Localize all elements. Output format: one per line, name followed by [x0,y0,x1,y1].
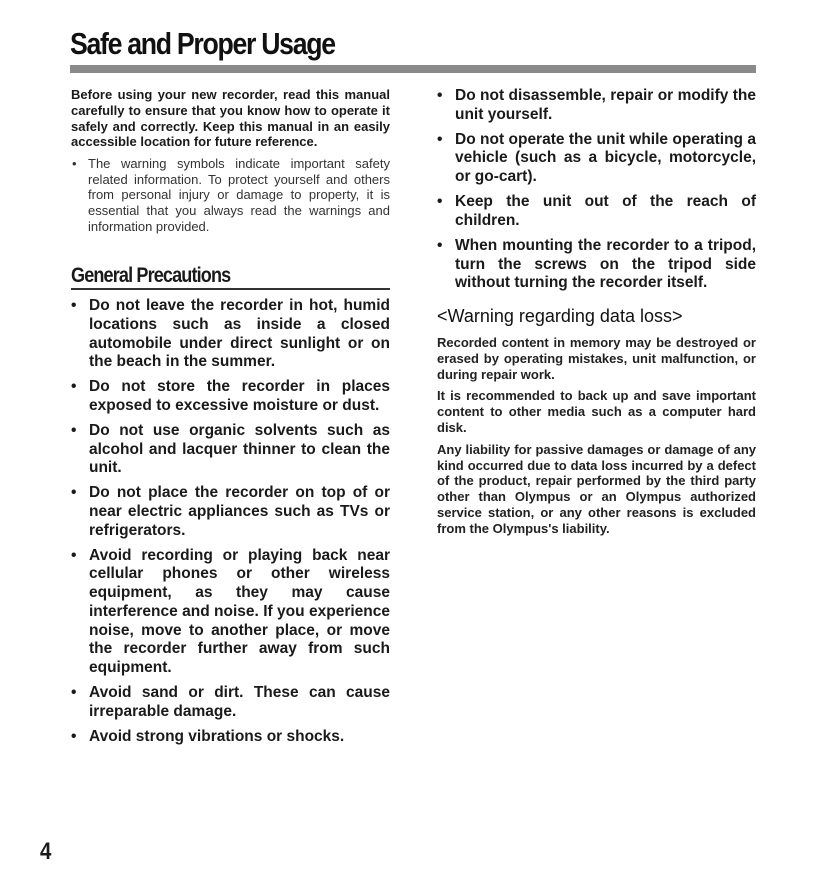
section-rule [71,288,390,290]
list-item [71,422,390,478]
safety-list [437,87,756,293]
bullet-dot: • [71,297,77,315]
section-heading-general-precautions: General Precautions [71,264,231,288]
left-column [71,87,390,753]
bullet-dot: • [437,236,443,254]
bullet-dot: • [71,421,77,439]
data-loss-paragraph: It is recommended to back up and save important content to other media such as a computer hard disk. [437,388,756,435]
list-item-text: Do not leave the recorder in hot, humid locations such as inside a closed automobile under direct sunlight or on the beach in the summer. [89,297,390,371]
bullet-dot: • [71,546,77,564]
list-item-text: When mounting the recorder to a tripod, turn the screws on the tripod side without turning the recorder itself. [455,236,756,292]
list-item [71,728,390,747]
intro-note-text: The warning symbols indicate important safety related information. To protect yourself and others from personal injury or damage to property, it is essential that you always read the warnings and information provided. [88,156,390,234]
bullet-dot: • [437,87,443,104]
list-item-text: Do not use organic solvents such as alcohol and lacquer thinner to clean the unit. [89,421,390,477]
data-loss-heading: <Warning regarding data loss> [437,305,683,326]
precautions-list [71,297,390,746]
list-item [71,684,390,721]
intro-paragraph: Before using your new recorder, read this manual carefully to ensure that you know how to operate it safely and correctly. Keep this manual in an easily accessible location for future reference. [71,87,390,150]
data-loss-paragraph: Any liability for passive damages or damage of any kind occurred due to data loss incurred by a defect of the product, repair performed by the third party other than Olympus or an Olympus authorized service station, or any other reasons is excluded from the Olympus's liability. [437,441,756,536]
list-item [437,237,756,293]
list-item [71,484,390,540]
right-column [437,87,756,536]
list-item-text: Avoid sand or dirt. These can cause irreparable damage. [89,684,390,720]
bullet-dot: • [437,130,443,148]
intro-note [71,156,390,234]
list-item [71,547,390,678]
page-number: 4 [40,838,52,865]
bullet-dot: • [71,484,77,502]
bullet-dot: • [72,156,77,172]
list-item-text: Avoid recording or playing back near cellular phones or other wireless equipment, as they may cause interference and noise. If you experience noise, move to another place, or move the recorder further away from such equipment. [89,546,390,676]
list-item-text: Do not operate the unit while operating a vehicle (such as a bicycle, motorcycle, or go-cart). [455,130,756,186]
list-item [437,193,756,230]
list-item [437,87,756,124]
list-item [71,297,390,372]
list-item-text: Do not store the recorder in places exposed to excessive moisture or dust. [89,378,390,414]
list-item [71,378,390,415]
list-item-text: Avoid strong vibrations or shocks. [89,727,345,745]
bullet-dot: • [437,193,443,211]
page-title: Safe and Proper Usage [70,26,335,61]
list-item-text: Do not place the recorder on top of or near electric appliances such as TVs or refrigerators. [89,484,390,539]
title-rule [70,65,756,73]
bullet-dot: • [71,378,77,396]
data-loss-paragraph: Recorded content in memory may be destroyed or erased by operating mistakes, unit malfunction, or during repair work. [437,334,756,382]
list-item-text: Do not disassemble, repair or modify the unit yourself. [455,87,756,123]
bullet-dot: • [71,684,77,701]
list-item-text: Keep the unit out of the reach of children. [455,193,756,229]
list-item [437,131,756,187]
bullet-dot: • [71,727,77,745]
